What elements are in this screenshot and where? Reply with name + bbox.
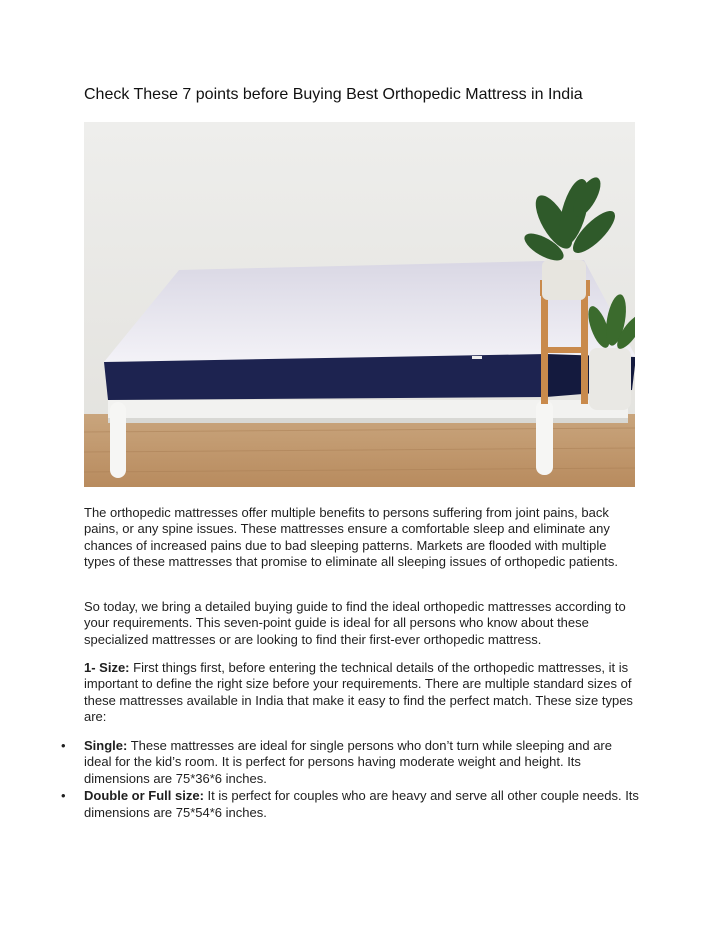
- size-text: First things first, before entering the technical details of the orthopedic mattresses, it is important to define the right size before your requirements. There are multiple standard sizes of these mattresses available in India that make it easy to find the perfect match. These size types are:: [84, 660, 633, 725]
- guide-paragraph: So today, we bring a detailed buying guide to find the ideal orthopedic mattresses according to your requirements. This seven-point guide is ideal for all persons who know about these specialized mattresses or are looking to find their first-ever orthopedic mattress.: [84, 599, 626, 647]
- page-title: Check These 7 points before Buying Best Orthopedic Mattress in India: [84, 86, 583, 103]
- size-type-text: These mattresses are ideal for single persons who don’t turn while sleeping and are ideal for the kid’s room. It is perfect for persons having moderate weight and height. Its dimensions are 75*36*6 inches.: [84, 738, 612, 786]
- bullet-icon: •: [61, 788, 66, 804]
- mattress-photo: [84, 122, 635, 487]
- size-paragraph: [84, 660, 640, 726]
- size-heading: 1- Size:: [84, 660, 130, 675]
- size-type-text: It is perfect for couples who are heavy and serve all other couple needs. Its dimensions are 75*54*6 inches.: [84, 788, 639, 820]
- size-type-name: Double or Full size:: [84, 788, 204, 804]
- bullet-icon: •: [61, 738, 66, 753]
- list-item: [60, 788, 640, 821]
- list-item: [60, 738, 640, 787]
- intro-paragraph: The orthopedic mattresses offer multiple benefits to persons suffering from joint pains, back pains, or any spine issues. These mattresses ensure a comfortable sleep and eliminate any chances of increased pains due to bad sleeping patterns. Markets are flooded with multiple types of these mattresses that promise to eliminate all sleeping issues of orthopedic patients.: [84, 505, 619, 570]
- size-types-list: [60, 738, 640, 822]
- size-type-name: Single:: [84, 738, 128, 753]
